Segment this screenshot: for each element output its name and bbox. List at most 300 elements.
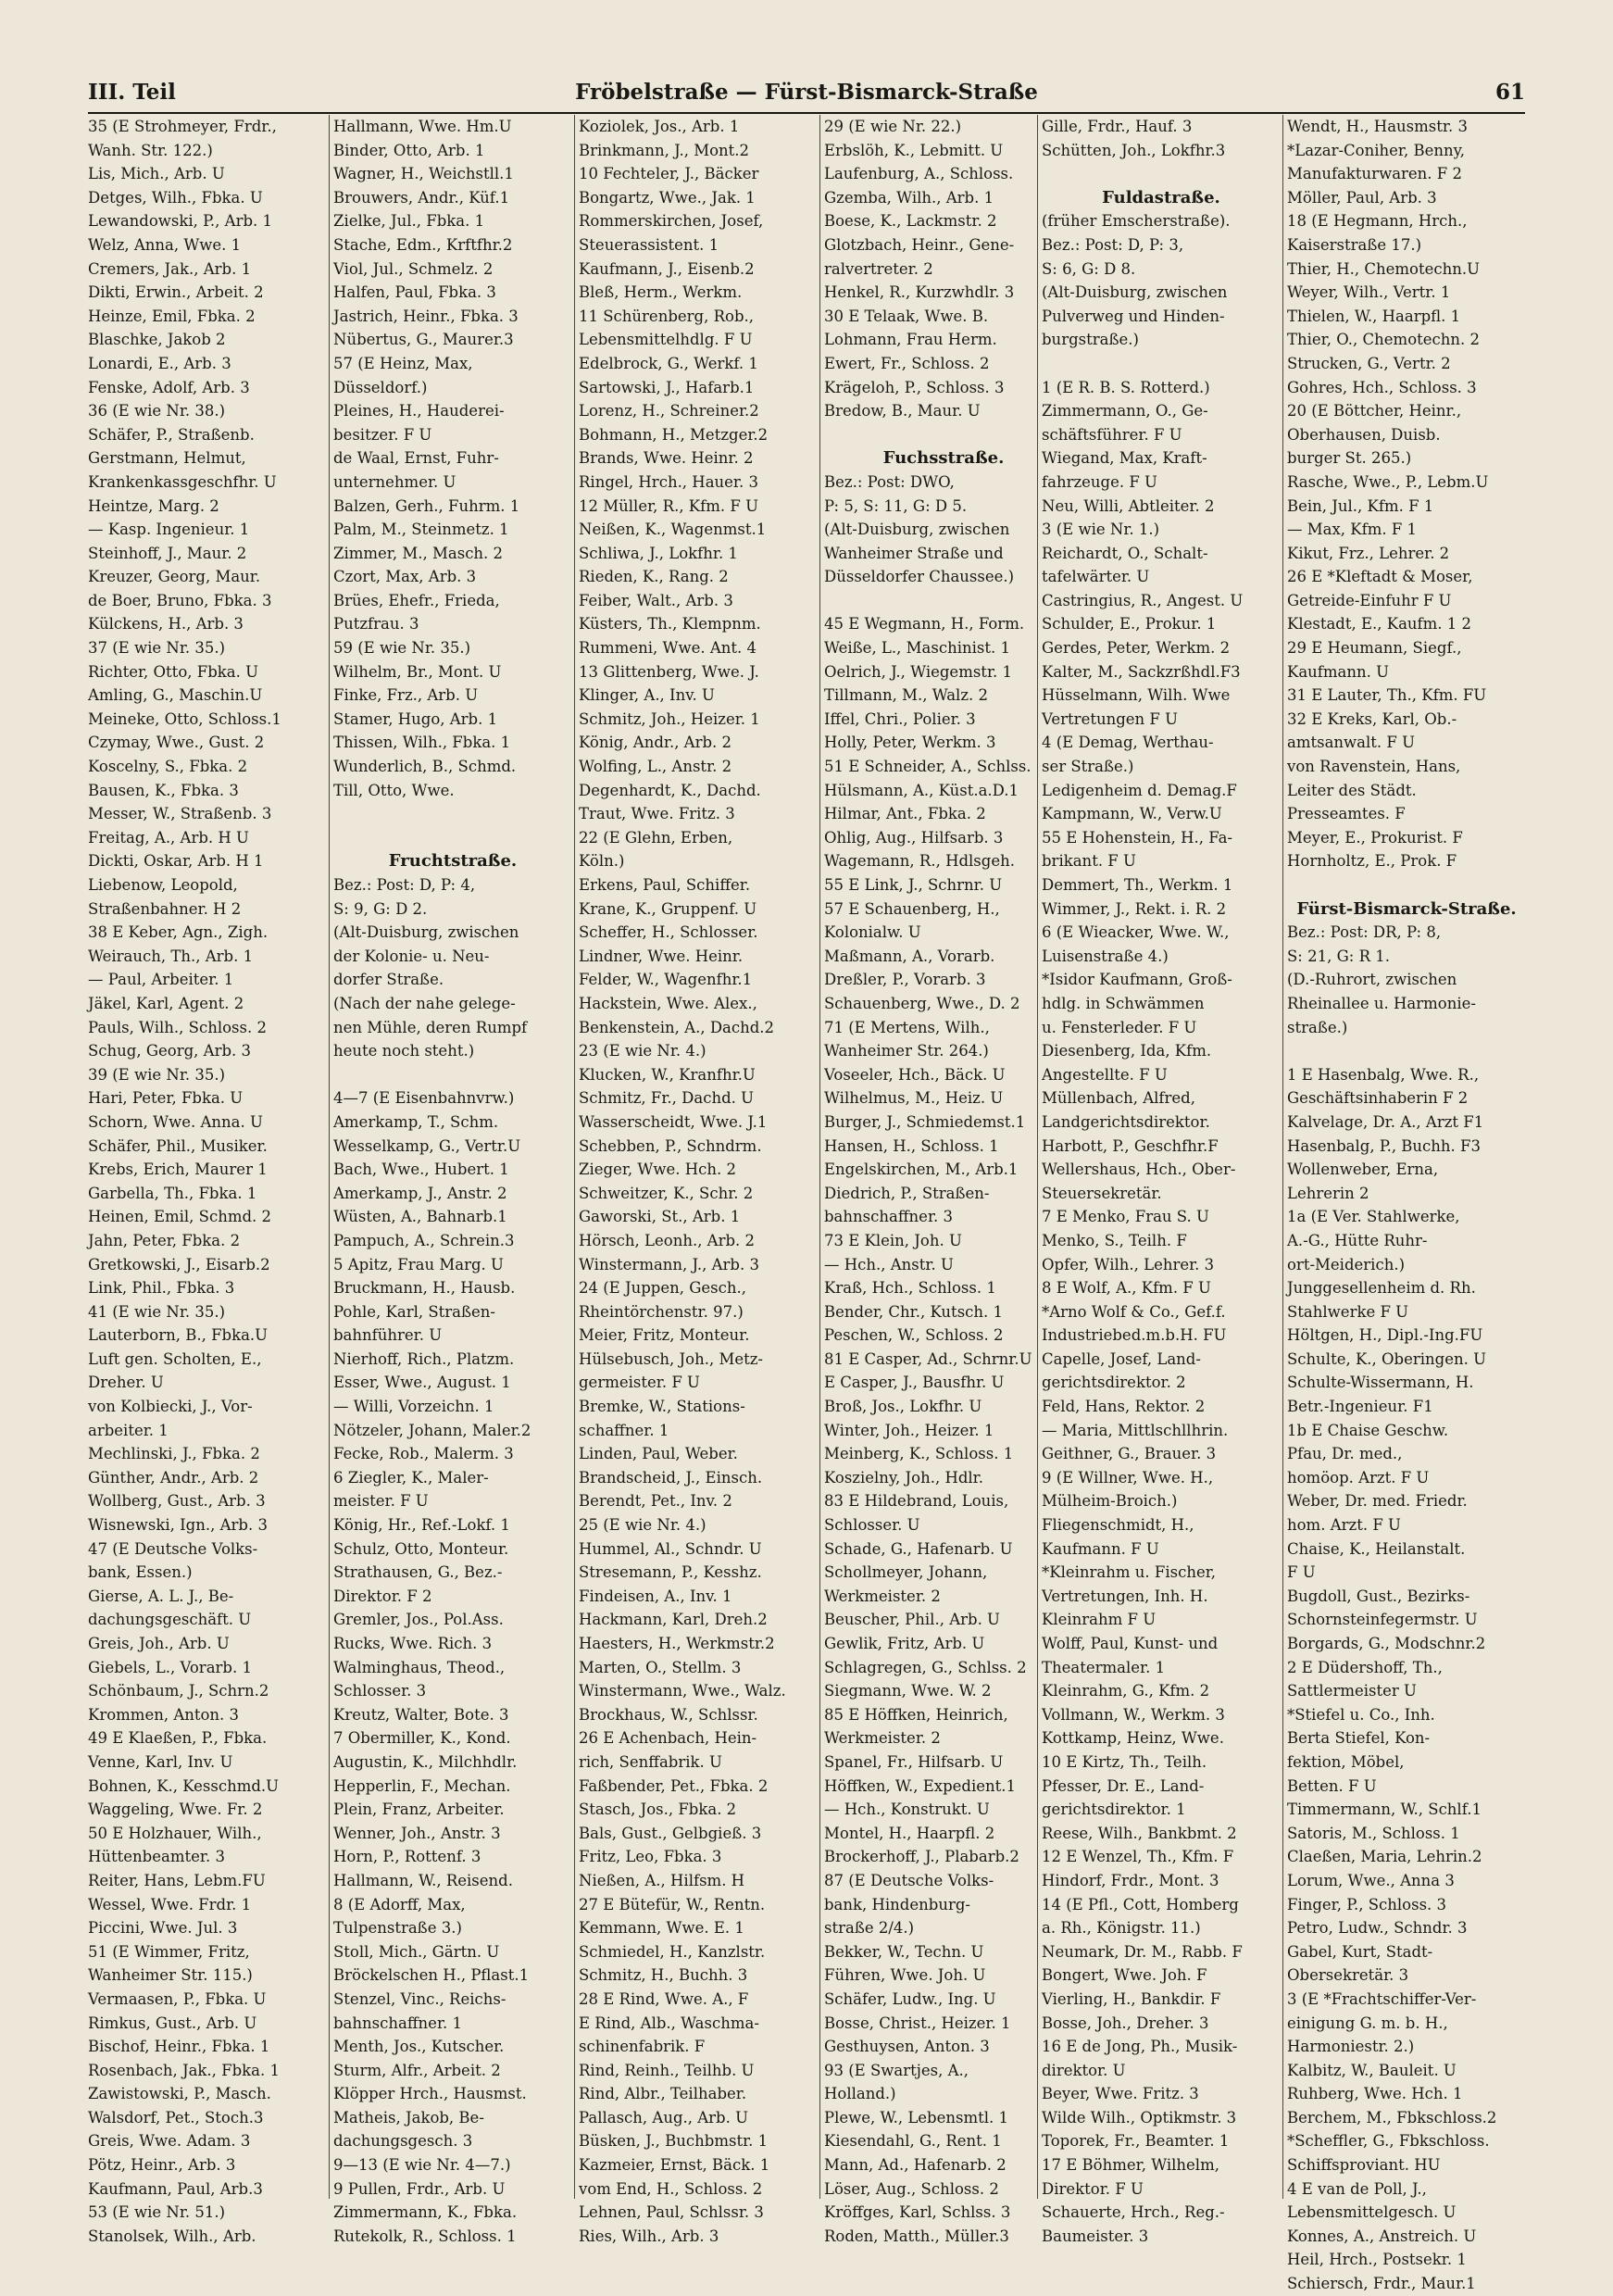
directory-entry: — Max, Kfm. F 1 xyxy=(1287,521,1418,539)
directory-entry: Finger, P., Schloss. 3 xyxy=(1287,1895,1447,1913)
directory-entry: Kottkamp, Heinz, Wwe. xyxy=(1042,1729,1224,1748)
directory-entry: Castringius, R., Angest. U xyxy=(1042,591,1244,609)
directory-entry: vom End, H., Schloss. 2 xyxy=(579,2179,763,2198)
directory-entry: Till, Otto, Wwe. xyxy=(333,781,455,799)
directory-entry: Tillmann, M., Walz. 2 xyxy=(824,686,989,705)
directory-entry: Dreher. U xyxy=(88,1374,164,1392)
directory-entry: 16 E de Jong, Ph., Musik- xyxy=(1042,2038,1238,2056)
directory-entry: Nießen, A., Hilfsm. H xyxy=(579,1871,745,1889)
directory-entry: Capelle, Josef, Land- xyxy=(1042,1349,1201,1368)
directory-entry: Wessel, Wwe. Frdr. 1 xyxy=(88,1895,252,1913)
directory-entry: Landgerichtsdirektor. xyxy=(1042,1112,1210,1131)
directory-entry: (Nach der nahe gelege- xyxy=(333,994,516,1012)
directory-entry: Berendt, Pet., Inv. 2 xyxy=(579,1492,732,1511)
directory-entry: Scheffer, H., Schlosser. xyxy=(579,923,758,942)
column-divider xyxy=(819,115,820,2199)
directory-entry: Plein, Franz, Arbeiter. xyxy=(333,1800,505,1819)
directory-entry: Weyer, Wilh., Vertr. 1 xyxy=(1287,283,1451,302)
directory-entry: Jahn, Peter, Fbka. 2 xyxy=(88,1231,241,1249)
directory-entry: Brouwers, Andr., Küf.1 xyxy=(333,188,510,207)
directory-entry: Müllenbach, Alfred, xyxy=(1042,1089,1195,1108)
directory-entry: Küsters, Th., Klempnm. xyxy=(579,615,761,634)
directory-entry: Dreßler, P., Vorarb. 3 xyxy=(824,971,986,989)
directory-entry: 13 Glittenberg, Wwe. J. xyxy=(579,662,759,681)
directory-entry: Hüsselmann, Wilh. Wwe xyxy=(1042,686,1231,705)
directory-entry: Vertretungen, Inh. H. xyxy=(1042,1587,1208,1605)
directory-entry: Gewlik, Fritz, Arb. U xyxy=(824,1635,985,1652)
directory-entry: Greis, Wwe. Adam. 3 xyxy=(88,2132,251,2151)
directory-entry: Plewe, W., Lebensmtl. 1 xyxy=(824,2108,1009,2127)
directory-entry: Palm, M., Steinmetz. 1 xyxy=(333,521,509,539)
directory-entry: Lebensmittelgesch. U xyxy=(1287,2203,1457,2222)
directory-entry: 35 (E Strohmeyer, Frdr., xyxy=(88,118,277,135)
directory-entry: Rheintörchenstr. 97.) xyxy=(579,1302,744,1321)
directory-entry: Rind, Albr., Teilhaber. xyxy=(579,2085,747,2103)
directory-entry: Büsken, J., Buchbmstr. 1 xyxy=(579,2132,769,2151)
directory-entry: Beyer, Wwe. Fritz. 3 xyxy=(1042,2085,1199,2103)
directory-entry: 9 (E Willner, Wwe. H., xyxy=(1042,1468,1214,1487)
directory-entry: Pfau, Dr. med., xyxy=(1287,1445,1403,1463)
directory-entry: 32 E Kreks, Karl, Ob.- xyxy=(1287,709,1457,728)
directory-entry: Wilde Wilh., Optikmstr. 3 xyxy=(1042,2108,1237,2127)
directory-entry: Schmiedel, H., Kanzlstr. xyxy=(579,1942,766,1961)
directory-entry: Rummeni, Wwe. Ant. 4 xyxy=(579,639,756,658)
directory-entry: Brandscheid, J., Einsch. xyxy=(579,1468,763,1487)
directory-entry: Walsdorf, Pet., Stoch.3 xyxy=(88,2108,264,2127)
directory-entry: Pampuch, A., Schrein.3 xyxy=(333,1231,515,1249)
directory-entry: tafelwärter. U xyxy=(1042,568,1150,586)
directory-entry: Gaworski, St., Arb. 1 xyxy=(579,1208,741,1226)
directory-entry: 7 E Menko, Frau S. U xyxy=(1042,1208,1209,1226)
directory-entry: Horn, P., Rottenf. 3 xyxy=(333,1848,481,1866)
directory-entry: Wanh. Str. 122.) xyxy=(88,141,213,159)
directory-entry: meister. F U xyxy=(333,1492,429,1511)
directory-entry: 25 (E wie Nr. 4.) xyxy=(579,1516,706,1535)
directory-entry: Ohlig, Aug., Hilfsarb. 3 xyxy=(824,828,1004,847)
directory-entry: ort-Meiderich.) xyxy=(1287,1255,1406,1273)
directory-entry: (D.-Ruhrort, zwischen xyxy=(1287,971,1457,989)
directory-entry: Beuscher, Phil., Arb. U xyxy=(824,1611,1000,1629)
directory-entry: Neumark, Dr. M., Rabb. F xyxy=(1042,1942,1243,1961)
directory-entry: Schlagregen, G., Schlss. 2 xyxy=(824,1658,1027,1676)
directory-entry: Wenner, Joh., Anstr. 3 xyxy=(333,1824,501,1842)
directory-entry: Kraß, Hch., Schloss. 1 xyxy=(824,1279,996,1298)
column-divider xyxy=(1282,115,1283,2199)
directory-entry: Luft gen. Scholten, E., xyxy=(88,1349,262,1368)
directory-entry: S: 6, G: D 8. xyxy=(1042,259,1136,278)
directory-entry: Schebben, P., Schndrm. xyxy=(579,1136,762,1155)
directory-entry: Schmitz, Fr., Dachd. U xyxy=(579,1089,755,1108)
directory-entry: Pohle, Karl, Straßen- xyxy=(333,1302,495,1321)
directory-entry: Klucken, W., Kranfhr.U xyxy=(579,1065,756,1084)
directory-entry: Walminghaus, Theod., xyxy=(333,1658,506,1676)
directory-entry: Wagemann, R., Hdlsgeh. xyxy=(824,852,1015,871)
directory-entry: Schäfer, Ludw., Ing. U xyxy=(824,1989,996,2008)
directory-entry: Bausen, K., Fbka. 3 xyxy=(88,781,239,799)
column-6 xyxy=(1287,115,1526,2293)
directory-entry: Harmoniestr. 2.) xyxy=(1287,2038,1415,2056)
directory-entry: (früher Emscherstraße). xyxy=(1042,212,1231,231)
directory-entry: Steuerassistent. 1 xyxy=(579,235,719,254)
directory-entry: Rommerskirchen, Josef, xyxy=(579,212,764,231)
directory-entry: Glotzbach, Heinr., Gene- xyxy=(824,235,1015,254)
directory-entry: Piccini, Wwe. Jul. 3 xyxy=(88,1919,238,1938)
header-rule xyxy=(88,112,1525,114)
directory-entry: Rieden, K., Rang. 2 xyxy=(579,568,729,586)
directory-entry: Schmitz, Joh., Heizer. 1 xyxy=(579,709,760,728)
directory-entry: Kleinrahm, G., Kfm. 2 xyxy=(1042,1682,1210,1700)
directory-entry: straße 2/4.) xyxy=(824,1919,915,1938)
directory-entry: 20 (E Böttcher, Heinr., xyxy=(1287,402,1462,420)
directory-entry: Kröffges, Karl, Schlss. 3 xyxy=(824,2203,1011,2222)
directory-entry: Kemmann, Wwe. E. 1 xyxy=(579,1919,744,1938)
directory-entry: heute noch steht.) xyxy=(333,1042,475,1060)
directory-entry: Detges, Wilh., Fbka. U xyxy=(88,188,263,207)
directory-entry: Wilhelmus, M., Heiz. U xyxy=(824,1089,1004,1108)
directory-entry: brikant. F U xyxy=(1042,852,1136,871)
directory-entry: 4—7 (E Eisenbahnvrw.) xyxy=(333,1089,515,1108)
directory-entry: Oelrich, J., Wiegemstr. 1 xyxy=(824,662,1013,681)
directory-entry: Manufakturwaren. F 2 xyxy=(1287,165,1462,183)
directory-entry: Vermaasen, P., Fbka. U xyxy=(88,1989,267,2008)
directory-entry: Schornsteinfegermstr. U xyxy=(1287,1611,1478,1629)
column-3 xyxy=(579,115,818,2245)
directory-entry: F U xyxy=(1287,1563,1316,1582)
directory-entry: Gabel, Kurt, Stadt- xyxy=(1287,1942,1433,1961)
directory-entry: Greis, Joh., Arb. U xyxy=(88,1635,230,1652)
directory-entry: *Lazar-Coniher, Benny, xyxy=(1287,141,1465,159)
directory-entry: Traut, Wwe. Fritz. 3 xyxy=(579,805,735,823)
directory-entry: Wollenweber, Erna, xyxy=(1287,1161,1439,1179)
directory-entry: dachungsgeschäft. U xyxy=(88,1611,252,1629)
directory-entry: Kiesendahl, G., Rent. 1 xyxy=(824,2132,1002,2151)
directory-entry: Winstermann, Wwe., Walz. xyxy=(579,1682,786,1700)
directory-entry: Kaufmann, J., Eisenb.2 xyxy=(579,259,755,278)
directory-entry: Fenske, Adolf, Arb. 3 xyxy=(88,378,250,396)
directory-entry: Burger, J., Schmiedemst.1 xyxy=(824,1112,1026,1131)
directory-entry: Lorenz, H., Schreiner.2 xyxy=(579,402,759,420)
directory-entry: Schweitzer, K., Schr. 2 xyxy=(579,1184,754,1202)
directory-entry: direktor. U xyxy=(1042,2061,1126,2079)
directory-entry: Lis, Mich., Arb. U xyxy=(88,165,225,183)
directory-entry: Lindner, Wwe. Heinr. xyxy=(579,947,744,965)
directory-entry: 6 Ziegler, K., Maler- xyxy=(333,1468,489,1487)
directory-entry: Marten, O., Stellm. 3 xyxy=(579,1658,742,1676)
blank-line xyxy=(1287,1039,1526,1063)
directory-entry: Reichardt, O., Schalt- xyxy=(1042,544,1208,562)
directory-entry: Strucken, G., Vertr. 2 xyxy=(1287,354,1451,372)
directory-entry: Wimmer, J., Rekt. i. R. 2 xyxy=(1042,899,1227,918)
directory-entry: Ledigenheim d. Demag.F xyxy=(1042,781,1237,799)
directory-entry: 29 E Heumann, Siegf., xyxy=(1287,639,1462,658)
directory-entry: Ruhberg, Wwe. Hch. 1 xyxy=(1287,2085,1463,2103)
directory-entry: 83 E Hildebrand, Louis, xyxy=(824,1492,1009,1511)
directory-entry: Winter, Joh., Heizer. 1 xyxy=(824,1421,994,1439)
directory-entry: Laufenburg, A., Schloss. xyxy=(824,165,1014,183)
directory-entry: 10 Fechteler, J., Bäcker xyxy=(579,165,759,183)
directory-entry: nen Mühle, deren Rumpf xyxy=(333,1018,528,1036)
directory-entry: Bez.: Post: DR, P: 8, xyxy=(1287,923,1442,942)
directory-entry: 4 E van de Poll, J., xyxy=(1287,2179,1427,2198)
directory-entry: Maßmann, A., Vorarb. xyxy=(824,947,995,965)
directory-entry: Stresemann, P., Kesshz. xyxy=(579,1563,762,1582)
directory-entry: Feld, Hans, Rektor. 2 xyxy=(1042,1398,1206,1416)
directory-entry: Winstermann, J., Arb. 3 xyxy=(579,1255,759,1273)
directory-entry: (Alt-Duisburg, zwischen xyxy=(1042,283,1228,302)
directory-entry: 10 E Kirtz, Th., Teilh. xyxy=(1042,1752,1207,1771)
directory-entry: Angestellte. F U xyxy=(1042,1065,1168,1084)
directory-entry: Schliwa, J., Lokfhr. 1 xyxy=(579,544,738,562)
directory-entry: Brockerhoff, J., Plabarb.2 xyxy=(824,1848,1019,1866)
directory-entry: dachungsgesch. 3 xyxy=(333,2132,473,2151)
directory-entry: Weiße, L., Maschinist. 1 xyxy=(824,639,1010,658)
directory-entry: Stasch, Jos., Fbka. 2 xyxy=(579,1800,737,1819)
directory-entry: Bruckmann, H., Hausb. xyxy=(333,1279,516,1298)
directory-entry: Sattlermeister U xyxy=(1287,1682,1417,1700)
directory-entry: Schulder, E., Prokur. 1 xyxy=(1042,615,1217,634)
directory-entry: Gretkowski, J., Eisarb.2 xyxy=(88,1255,270,1273)
directory-entry: Opfer, Wilh., Lehrer. 3 xyxy=(1042,1255,1215,1273)
directory-entry: Holland.) xyxy=(824,2085,896,2103)
directory-entry: Rimkus, Gust., Arb. U xyxy=(88,2014,257,2032)
directory-entry: Dickti, Oskar, Arb. H 1 xyxy=(88,852,264,871)
directory-entry: Lehnen, Paul, Schlssr. 3 xyxy=(579,2203,764,2222)
directory-entry: Wesselkamp, G., Vertr.U xyxy=(333,1136,521,1155)
directory-entry: Feiber, Walt., Arb. 3 xyxy=(579,591,733,609)
directory-entry: Schug, Georg, Arb. 3 xyxy=(88,1042,252,1060)
directory-entry: Stanolsek, Wilh., Arb. xyxy=(88,2227,256,2245)
directory-entry: Geschäftsinhaberin F 2 xyxy=(1287,1089,1469,1108)
directory-entry: Degenhardt, K., Dachd. xyxy=(579,781,761,799)
directory-entry: Nübertus, G., Maurer.3 xyxy=(333,331,514,349)
directory-entry: Wisnewski, Ign., Arb. 3 xyxy=(88,1516,268,1535)
directory-entry: Felder, W., Wagenfhr.1 xyxy=(579,971,753,989)
directory-entry: Hülsmann, A., Küst.a.D.1 xyxy=(824,781,1019,799)
directory-entry: unternehmer. U xyxy=(333,472,456,491)
directory-entry: 3 (E wie Nr. 1.) xyxy=(1042,521,1160,539)
directory-entry: Werkmeister. 2 xyxy=(824,1587,941,1605)
directory-entry: Hummel, Al., Schndr. U xyxy=(579,1539,762,1558)
directory-entry: Rasche, Wwe., P., Lebm.U xyxy=(1287,472,1489,491)
directory-entry: Lorum, Wwe., Anna 3 xyxy=(1287,1871,1455,1889)
directory-entry: Esser, Wwe., August. 1 xyxy=(333,1374,511,1392)
directory-entry: 18 (E Hegmann, Hrch., xyxy=(1287,212,1468,231)
directory-entry: Fecke, Rob., Malerm. 3 xyxy=(333,1445,514,1463)
directory-entry: Bez.: Post: D, P: 4, xyxy=(333,876,476,894)
directory-entry: Brües, Ehefr., Frieda, xyxy=(333,591,500,609)
directory-entry: Montel, H., Haarpfl. 2 xyxy=(824,1824,995,1842)
directory-entry: 29 (E wie Nr. 22.) xyxy=(824,118,962,135)
directory-entry: ser Straße.) xyxy=(1042,758,1134,776)
directory-entry: Binder, Otto, Arb. 1 xyxy=(333,141,485,159)
directory-entry: Amerkamp, J., Anstr. 2 xyxy=(333,1184,507,1202)
directory-entry: Pötz, Heinr., Arb. 3 xyxy=(88,2156,236,2175)
directory-entry: bahnschaffner. 1 xyxy=(333,2014,463,2032)
directory-entry: Koziolek, Jos., Arb. 1 xyxy=(579,118,740,135)
directory-entry: Lohmann, Frau Herm. xyxy=(824,331,997,349)
directory-entry: 7 Obermiller, K., Kond. xyxy=(333,1729,511,1748)
directory-entry: 17 E Böhmer, Wilhelm, xyxy=(1042,2156,1219,2175)
directory-entry: Garbella, Th., Fbka. 1 xyxy=(88,1184,257,1202)
directory-entry: Meyer, E., Prokurist. F xyxy=(1287,828,1463,847)
directory-entry: u. Fensterleder. F U xyxy=(1042,1018,1197,1036)
directory-entry: 36 (E wie Nr. 38.) xyxy=(88,402,226,420)
directory-entry: Möller, Paul, Arb. 3 xyxy=(1287,188,1437,207)
directory-entry: Bugdoll, Gust., Bezirks- xyxy=(1287,1587,1470,1605)
directory-entry: Hansen, H., Schloss. 1 xyxy=(824,1136,999,1155)
directory-entry: Diedrich, P., Straßen- xyxy=(824,1184,990,1202)
directory-entry: Findeisen, A., Inv. 1 xyxy=(579,1587,732,1605)
directory-entry: Matheis, Jakob, Be- xyxy=(333,2108,484,2127)
directory-entry: Rucks, Wwe. Rich. 3 xyxy=(333,1635,493,1652)
directory-entry: Nierhoff, Rich., Platzm. xyxy=(333,1349,515,1368)
directory-entry: Geithner, G., Brauer. 3 xyxy=(1042,1445,1217,1463)
directory-entry: Augustin, K., Milchhdlr. xyxy=(333,1752,518,1771)
blank-line xyxy=(333,1063,572,1087)
directory-entry: Klestadt, E., Kaufm. 1 2 xyxy=(1287,615,1472,634)
directory-entry: Steuersekretär. xyxy=(1042,1184,1162,1202)
column-5 xyxy=(1042,115,1281,2245)
directory-entry: 81 E Casper, Ad., Schrnr.U xyxy=(824,1349,1032,1368)
directory-entry: straße.) xyxy=(1287,1018,1348,1036)
directory-entry: einigung G. m. b. H., xyxy=(1287,2014,1448,2032)
directory-entry: E Casper, J., Bausfhr. U xyxy=(824,1374,1005,1392)
directory-entry: Berchem, M., Fbkschloss.2 xyxy=(1287,2108,1497,2127)
directory-entry: Kaufmann. F U xyxy=(1042,1539,1159,1558)
directory-entry: A.-G., Hütte Ruhr- xyxy=(1287,1231,1428,1249)
directory-entry: Hülsebusch, Joh., Metz- xyxy=(579,1349,764,1368)
directory-entry: Hasenbalg, P., Buchh. F3 xyxy=(1287,1136,1481,1155)
directory-entry: Wüsten, A., Bahnarb.1 xyxy=(333,1208,507,1226)
directory-entry: Schiffsproviant. HU xyxy=(1287,2156,1441,2175)
directory-entry: 3 (E *Frachtschiffer-Ver- xyxy=(1287,1989,1477,2008)
directory-entry: Hilmar, Ant., Fbka. 2 xyxy=(824,805,986,823)
directory-entry: Bach, Wwe., Hubert. 1 xyxy=(333,1161,509,1179)
directory-entry: Thissen, Wilh., Fbka. 1 xyxy=(333,734,511,752)
directory-entry: Pfesser, Dr. E., Land- xyxy=(1042,1776,1205,1795)
directory-entry: Zielke, Jul., Fbka. 1 xyxy=(333,212,485,231)
directory-entry: Bremke, W., Stations- xyxy=(579,1398,745,1416)
column-divider xyxy=(329,115,330,2199)
directory-entry: 38 E Keber, Agn., Zigh. xyxy=(88,923,269,942)
directory-entry: Günther, Andr., Arb. 2 xyxy=(88,1468,259,1487)
directory-entry: 55 E Link, J., Schrnr. U xyxy=(824,876,1003,894)
directory-entry: Fliegenschmidt, H., xyxy=(1042,1516,1194,1535)
directory-entry: Kaufmann. U xyxy=(1287,662,1390,681)
directory-entry: Schlosser. U xyxy=(824,1516,920,1535)
directory-entry: Jastrich, Heinr., Fbka. 3 xyxy=(333,307,519,325)
directory-entry: 1 (E R. B. S. Rotterd.) xyxy=(1042,378,1210,396)
directory-entry: Nötzeler, Johann, Maler.2 xyxy=(333,1421,531,1439)
directory-entry: fahrzeuge. F U xyxy=(1042,472,1157,491)
directory-entry: Benkenstein, A., Dachd.2 xyxy=(579,1018,775,1036)
directory-entry: Kikut, Frz., Lehrer. 2 xyxy=(1287,544,1450,562)
directory-entry: Holly, Peter, Werkm. 3 xyxy=(824,734,996,752)
directory-entry: Zimmermann, O., Ge- xyxy=(1042,402,1208,420)
directory-entry: Schäfer, P., Straßenb. xyxy=(88,425,255,444)
directory-entry: Krägeloh, P., Schloss. 3 xyxy=(824,378,1005,396)
directory-entry: Tulpenstraße 3.) xyxy=(333,1919,462,1938)
directory-entry: Liebenow, Leopold, xyxy=(88,876,238,894)
directory-entry: Industriebed.m.b.H. FU xyxy=(1042,1326,1227,1345)
directory-entry: 26 E *Kleftadt & Moser, xyxy=(1287,568,1473,586)
directory-entry: 30 E Telaak, Wwe. B. xyxy=(824,307,989,325)
directory-entry: Krankenkassgeschfhr. U xyxy=(88,472,277,491)
directory-entry: hom. Arzt. F U xyxy=(1287,1516,1401,1535)
directory-entry: Wilhelm, Br., Mont. U xyxy=(333,662,502,681)
directory-entry: germeister. F U xyxy=(579,1374,700,1392)
directory-entry: Spanel, Fr., Hilfsarb. U xyxy=(824,1752,1004,1771)
directory-entry: Pauls, Wilh., Schloss. 2 xyxy=(88,1018,267,1036)
directory-entry: Bosse, Joh., Dreher. 3 xyxy=(1042,2014,1209,2032)
directory-entry: Klinger, A., Inv. U xyxy=(579,686,715,705)
directory-entry: Gohres, Hch., Schloss. 3 xyxy=(1287,378,1477,396)
directory-entry: Vollmann, W., Werkm. 3 xyxy=(1042,1705,1225,1724)
directory-entry: Czort, Max, Arb. 3 xyxy=(333,568,477,586)
directory-entry: Presseamtes. F xyxy=(1287,805,1406,823)
directory-entry: Hackmann, Karl, Dreh.2 xyxy=(579,1611,768,1629)
directory-entry: Claeßen, Maria, Lehrin.2 xyxy=(1287,1848,1482,1866)
directory-entry: Kaufmann, Paul, Arb.3 xyxy=(88,2179,263,2198)
directory-entry: Hornholtz, E., Prok. F xyxy=(1287,852,1457,871)
directory-entry: Jäkel, Karl, Agent. 2 xyxy=(88,994,244,1012)
directory-entry: Gzemba, Wilh., Arb. 1 xyxy=(824,188,994,207)
directory-entry: Broß, Jos., Lokfhr. U xyxy=(824,1398,982,1416)
directory-entry: Bosse, Christ., Heizer. 1 xyxy=(824,2014,1011,2032)
directory-entry: Reese, Wilh., Bankbmt. 2 xyxy=(1042,1824,1237,1842)
directory-entry: Direktor. F U xyxy=(1042,2179,1144,2198)
directory-entry: rich, Senffabrik. U xyxy=(579,1752,722,1771)
directory-entry: Kreuzer, Georg, Maur. xyxy=(88,568,261,586)
directory-entry: Viol, Jul., Schmelz. 2 xyxy=(333,259,494,278)
directory-entry: Wanheimer Str. 115.) xyxy=(88,1966,253,1985)
street-heading: Fuchsstraße. xyxy=(882,448,1005,469)
directory-entry: Hüttenbeamter. 3 xyxy=(88,1848,225,1866)
directory-entry: 57 E Schauenberg, H., xyxy=(824,899,1000,918)
directory-entry: Meier, Fritz, Monteur. xyxy=(579,1326,750,1345)
directory-entry: Ewert, Fr., Schloss. 2 xyxy=(824,354,990,372)
directory-entry: *Isidor Kaufmann, Groß- xyxy=(1042,971,1232,989)
directory-entry: 1a (E Ver. Stahlwerke, xyxy=(1287,1208,1460,1226)
directory-entry: 12 Müller, R., Kfm. F U xyxy=(579,496,758,515)
directory-entry: 45 E Wegmann, H., Form. xyxy=(824,615,1025,634)
directory-entry: 22 (E Glehn, Erben, xyxy=(579,828,733,847)
directory-entry: Weber, Dr. med. Friedr. xyxy=(1287,1492,1468,1511)
directory-entry: Stenzel, Vinc., Reichs- xyxy=(333,1989,506,2008)
directory-entry: Dikti, Erwin., Arbeit. 2 xyxy=(88,283,264,302)
directory-entry: Welz, Anna, Wwe. 1 xyxy=(88,235,242,254)
directory-entry: 31 E Lauter, Th., Kfm. FU xyxy=(1287,686,1487,705)
directory-entry: Thier, O., Chemotechn. 2 xyxy=(1287,331,1481,349)
directory-entry: Wanheimer Straße und xyxy=(824,544,1004,562)
directory-entry: Schulte-Wissermann, H. xyxy=(1287,1374,1474,1392)
directory-entry: Engelskirchen, M., Arb.1 xyxy=(824,1161,1019,1179)
directory-entry: — Hch., Anstr. U xyxy=(824,1255,954,1273)
page-header xyxy=(88,72,1525,109)
directory-entry: Rheinallee u. Harmonie- xyxy=(1287,994,1476,1012)
directory-entry: burgstraße.) xyxy=(1042,331,1139,349)
directory-entry: 9—13 (E wie Nr. 4—7.) xyxy=(333,2156,511,2175)
directory-entry: Luisenstraße 4.) xyxy=(1042,947,1169,965)
directory-entry: P: 5, S: 11, G: D 5. xyxy=(824,496,968,515)
directory-entry: fektion, Möbel, xyxy=(1287,1752,1405,1771)
directory-entry: Blaschke, Jakob 2 xyxy=(88,331,226,349)
directory-entry: Lauterborn, B., Fbka.U xyxy=(88,1326,269,1345)
column-2 xyxy=(333,115,572,2245)
directory-entry: *Scheffler, G., Fbkschloss. xyxy=(1287,2132,1490,2151)
directory-entry: 37 (E wie Nr. 35.) xyxy=(88,639,226,658)
directory-entry: *Arno Wolf & Co., Gef.f. xyxy=(1042,1302,1226,1321)
